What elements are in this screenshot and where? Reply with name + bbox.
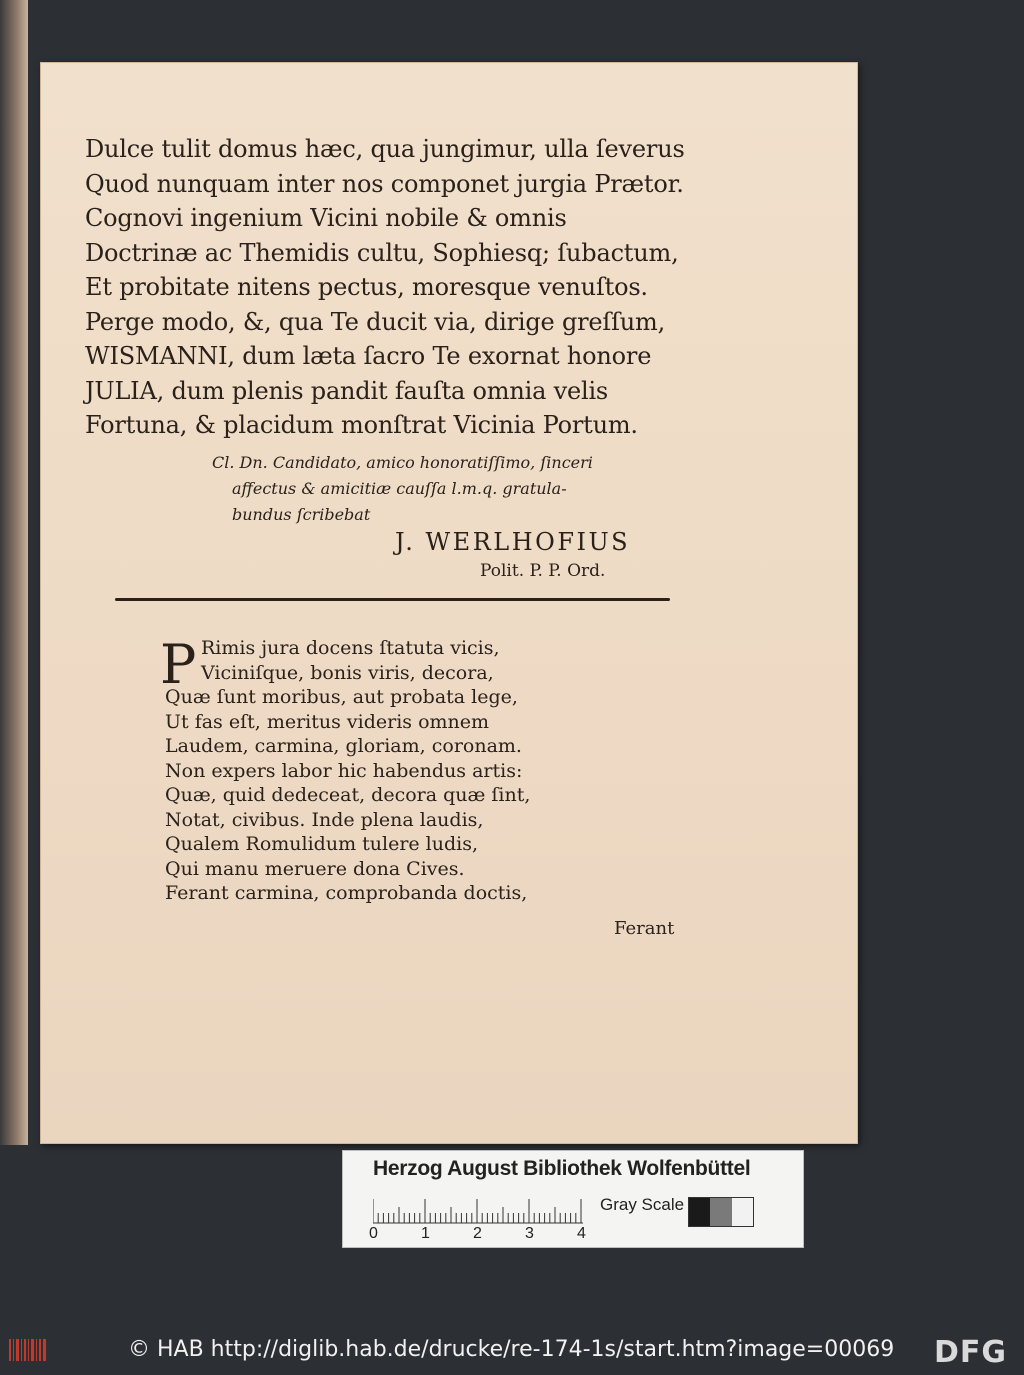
library-color-card	[342, 1150, 804, 1248]
poem-line: Ut fas eſt, meritus videris omnem	[165, 710, 490, 733]
verse-line: Quod nunquam inter nos componet jurgia Prætor.	[85, 169, 684, 198]
dedication-line: affectus & amicitiæ cauſſa l.m.q. gratula-	[232, 479, 567, 498]
dfg-logo: DFG	[934, 1335, 1008, 1370]
ruler-number: 3	[525, 1225, 534, 1242]
verse-line: Dulce tulit domus hæc, qua jungimur, ulla ſeverus	[85, 135, 685, 163]
ruler-number: 0	[369, 1225, 378, 1242]
verse-block-lower	[165, 636, 605, 906]
verse-line: Doctrinæ ac Themidis cultu, Sophiesq; ſubactum,	[85, 238, 679, 267]
ruler-number: 1	[421, 1225, 430, 1242]
copyright-link[interactable]: © HAB http://diglib.hab.de/drucke/re-174-1s/start.htm?image=00069	[128, 1337, 895, 1362]
gray-swatch-dark	[689, 1198, 710, 1226]
author-name: J. WERLHOFIUS	[395, 528, 631, 556]
poem-line: Non expers labor hic habendus artis:	[165, 759, 523, 782]
gray-swatch-light	[732, 1198, 753, 1226]
dedication-line: bundus ſcribebat	[232, 505, 371, 524]
author-title: Polit. P. P. Ord.	[480, 561, 606, 581]
verse-line: Cognovi ingenium Vicini nobile & omnis	[85, 204, 567, 232]
poem-line: Laudem, carmina, gloriam, coronam.	[165, 735, 522, 757]
gray-scale-label: Gray Scale	[600, 1195, 685, 1214]
poem-line: Rimis jura docens ſtatuta vicis,	[201, 637, 500, 659]
poem-line: Ferant carmina, comprobanda doctis,	[165, 882, 528, 904]
verse-line: WISMANNI, dum læta ſacro Te exornat honore	[85, 342, 652, 370]
barcode-icon	[8, 1335, 48, 1365]
dedication-line: Cl. Dn. Candidato, amico honoratiſſimo, ſinceri	[212, 453, 593, 472]
verse-line: Et probitate nitens pectus, moresque venuſtos.	[85, 273, 648, 301]
dedication-note	[212, 450, 672, 528]
ruler-scale	[373, 1195, 588, 1225]
poem-line: Quæ ſunt moribus, aut probata lege,	[165, 686, 518, 708]
verse-line: Perge modo, &, qua Te ducit via, dirige greſſum,	[85, 307, 666, 336]
gray-swatch-mid	[710, 1198, 731, 1226]
poem-line: Qualem Romulidum tulere ludis,	[165, 833, 479, 855]
poem-line: Viciniſque, bonis viris, decora,	[201, 661, 494, 684]
ruler-number: 2	[473, 1225, 482, 1242]
footer-bar	[0, 1327, 1024, 1375]
poem-line: Notat, civibus. Inde plena laudis,	[165, 808, 484, 831]
verse-line: JULIA, dum plenis pandit fauſta omnia velis	[85, 376, 609, 405]
section-divider	[115, 598, 670, 601]
gray-scale-swatches	[688, 1197, 754, 1227]
verse-block-upper	[85, 132, 685, 443]
verse-line: Fortuna, & placidum monſtrat Vicinia Portum.	[85, 411, 638, 439]
poem-line: Qui manu meruere dona Cives.	[165, 857, 465, 880]
drop-cap: P	[160, 633, 197, 696]
ruler-number: 4	[577, 1225, 586, 1242]
catchword: Ferant	[614, 918, 675, 939]
library-name: Herzog August Bibliothek Wolfenbüttel	[373, 1157, 751, 1180]
poem-line: Quæ, quid dedeceat, decora quæ ſint,	[165, 784, 531, 806]
adjacent-page-edge	[0, 0, 28, 1145]
